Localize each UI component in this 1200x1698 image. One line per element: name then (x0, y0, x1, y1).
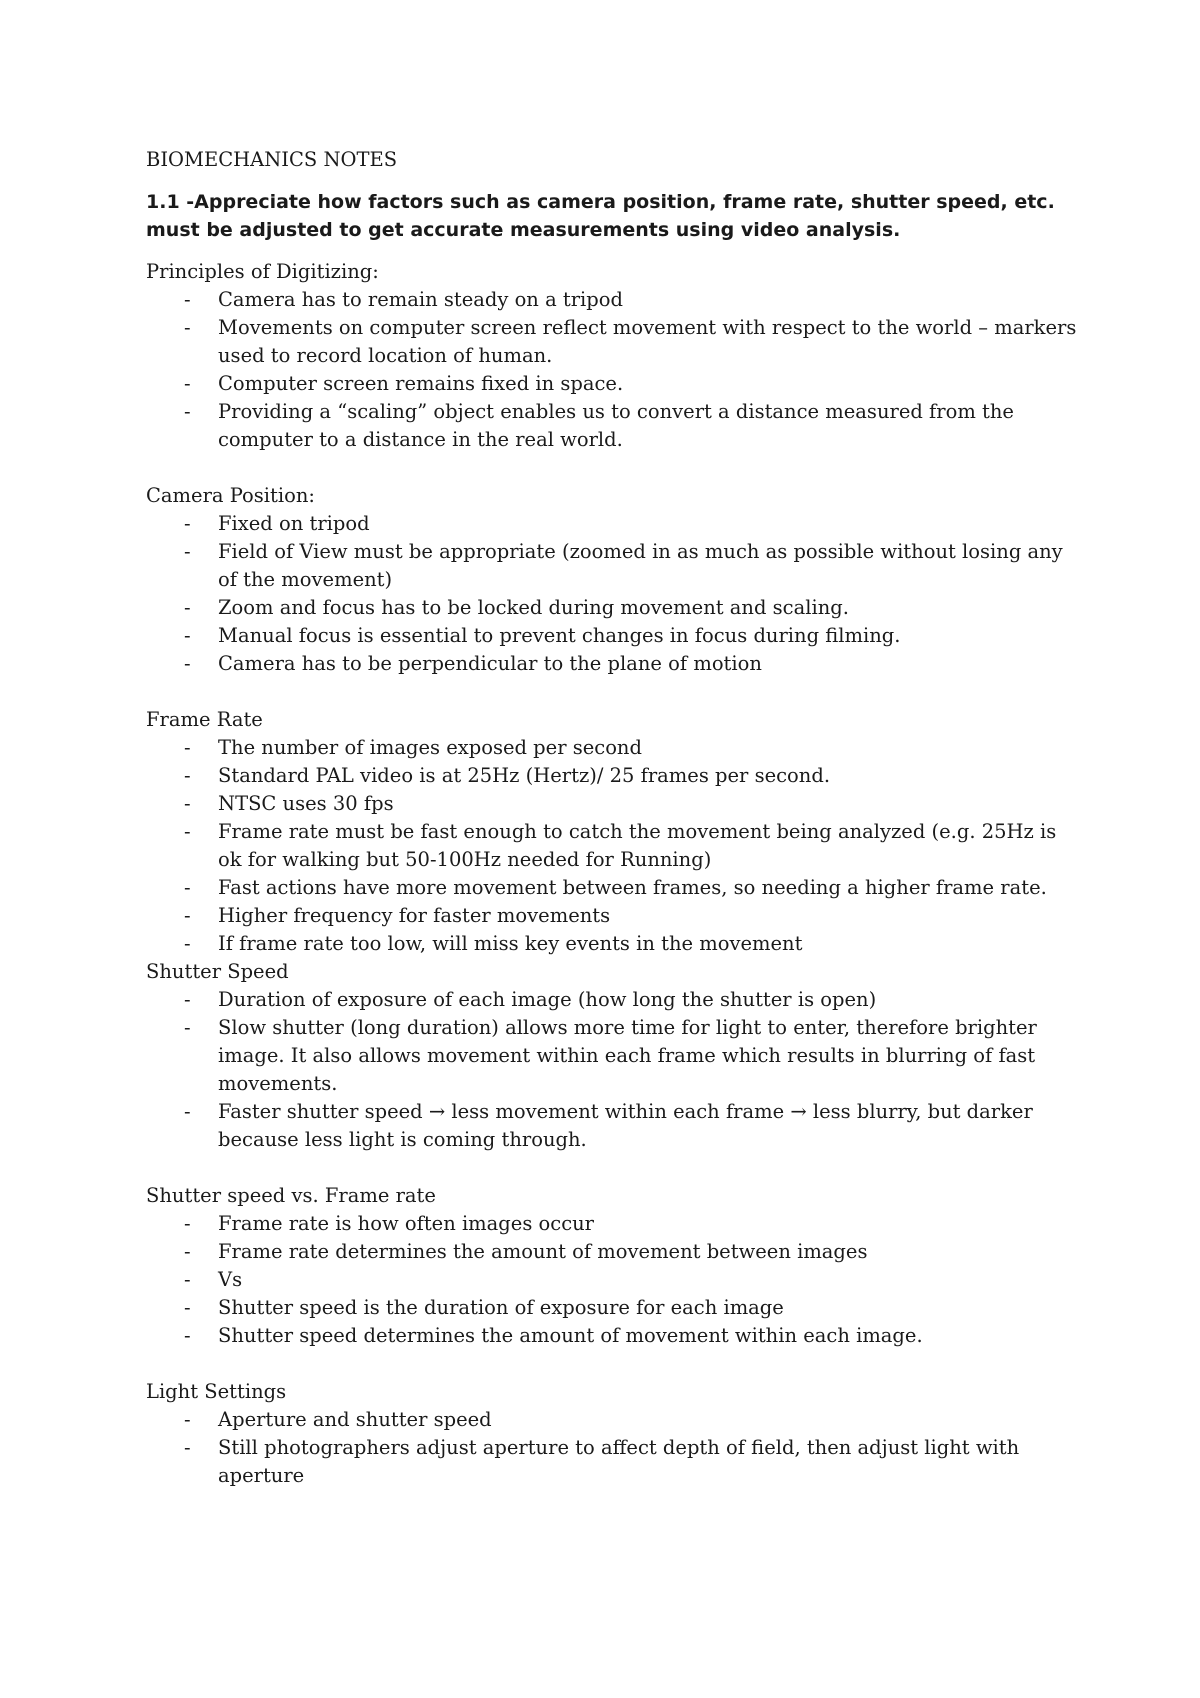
section-shutter-speed (146, 958, 1086, 1154)
list-item (146, 1322, 1086, 1350)
bullet-dash: - (184, 876, 191, 899)
learning-objective: 1.1 -Appreciate how factors such as camera position, frame rate, shutter speed, etc. must be adjusted to get accurate measurements using video analysis. (146, 191, 1055, 241)
bullet-dash: - (184, 988, 191, 1011)
document-title: BIOMECHANICS NOTES (146, 148, 398, 171)
section-principles-of-digitizing (146, 258, 1086, 454)
list-item-text: Still photographers adjust aperture to affect depth of field, then adjust light with aperture (218, 1436, 1020, 1487)
list-item (146, 650, 1086, 678)
list-item-text: Standard PAL video is at 25Hz (Hertz)/ 25 frames per second. (218, 764, 831, 787)
list-item-text: Computer screen remains fixed in space. (218, 372, 624, 395)
bullet-dash: - (184, 624, 191, 647)
bullet-dash: - (184, 652, 191, 675)
list-item (146, 1266, 1086, 1294)
list-item (146, 818, 1086, 874)
bullet-list (146, 510, 1086, 678)
bullet-list (146, 734, 1086, 958)
bullet-list (146, 286, 1086, 454)
list-item (146, 398, 1086, 454)
bullet-dash: - (184, 540, 191, 563)
bullet-dash: - (184, 736, 191, 759)
list-item (146, 622, 1086, 650)
list-item (146, 930, 1086, 958)
list-item-text: Camera has to be perpendicular to the plane of motion (218, 652, 762, 675)
bullet-dash: - (184, 1324, 191, 1347)
list-item-text: Camera has to remain steady on a tripod (218, 288, 623, 311)
list-item-text: If frame rate too low, will miss key events in the movement (218, 932, 803, 955)
list-item-text: Field of View must be appropriate (zoomed in as much as possible without losing any of the movement) (218, 540, 1063, 591)
bullet-dash: - (184, 1436, 191, 1459)
list-item-text: NTSC uses 30 fps (218, 792, 394, 815)
list-item (146, 1238, 1086, 1266)
bullet-dash: - (184, 596, 191, 619)
document-page (146, 146, 1086, 1490)
bullet-dash: - (184, 372, 191, 395)
section-camera-position (146, 482, 1086, 678)
section-light-settings (146, 1378, 1086, 1490)
list-item (146, 286, 1086, 314)
bullet-list (146, 1210, 1086, 1350)
list-item-text: Shutter speed is the duration of exposure for each image (218, 1296, 784, 1319)
list-item (146, 1210, 1086, 1238)
bullet-list (146, 986, 1086, 1154)
bullet-dash: - (184, 1100, 191, 1123)
bullet-dash: - (184, 792, 191, 815)
section-heading: Shutter speed vs. Frame rate (146, 1184, 436, 1207)
bullet-dash: - (184, 1016, 191, 1039)
list-item-text: Frame rate determines the amount of movement between images (218, 1240, 868, 1263)
list-item-text: Duration of exposure of each image (how long the shutter is open) (218, 988, 877, 1011)
list-item-text: Movements on computer screen reflect movement with respect to the world – markers used to record location of human. (218, 316, 1077, 367)
bullet-dash: - (184, 932, 191, 955)
list-item-text: Shutter speed determines the amount of movement within each image. (218, 1324, 923, 1347)
bullet-dash: - (184, 820, 191, 843)
list-item (146, 734, 1086, 762)
list-item (146, 538, 1086, 594)
list-item (146, 1434, 1086, 1490)
list-item (146, 902, 1086, 930)
list-item (146, 1406, 1086, 1434)
bullet-dash: - (184, 1296, 191, 1319)
list-item-text: Frame rate is how often images occur (218, 1212, 594, 1235)
bullet-dash: - (184, 1240, 191, 1263)
list-item-text: The number of images exposed per second (218, 736, 642, 759)
section-heading: Shutter Speed (146, 960, 289, 983)
list-item-text: Faster shutter speed → less movement within each frame → less blurry, but darker because less light is coming through. (218, 1100, 1033, 1151)
list-item-text: Aperture and shutter speed (218, 1408, 492, 1431)
list-item (146, 790, 1086, 818)
list-item (146, 594, 1086, 622)
list-item-text: Slow shutter (long duration) allows more time for light to enter, therefore brighter image. It also allows movement within each frame which results in blurring of fast movements. (218, 1016, 1037, 1095)
section-heading: Camera Position: (146, 484, 315, 507)
bullet-dash: - (184, 904, 191, 927)
section-heading: Principles of Digitizing: (146, 260, 379, 283)
list-item-text: Frame rate must be fast enough to catch the movement being analyzed (e.g. 25Hz is ok for walking but 50-100Hz needed for Running) (218, 820, 1057, 871)
list-item (146, 874, 1086, 902)
list-item (146, 1098, 1086, 1154)
section-frame-rate (146, 706, 1086, 958)
list-item (146, 762, 1086, 790)
list-item-text: Fixed on tripod (218, 512, 370, 535)
section-heading: Light Settings (146, 1380, 287, 1403)
section-shutter-vs-frame-rate (146, 1182, 1086, 1350)
list-item-text: Manual focus is essential to prevent changes in focus during filming. (218, 624, 901, 647)
list-item-text: Zoom and focus has to be locked during movement and scaling. (218, 596, 849, 619)
list-item (146, 370, 1086, 398)
bullet-dash: - (184, 764, 191, 787)
bullet-dash: - (184, 512, 191, 535)
bullet-dash: - (184, 1408, 191, 1431)
list-item (146, 1014, 1086, 1098)
bullet-dash: - (184, 288, 191, 311)
list-item-text: Providing a “scaling” object enables us to convert a distance measured from the computer to a distance in the real world. (218, 400, 1014, 451)
list-item-text: Vs (218, 1268, 243, 1291)
bullet-dash: - (184, 1268, 191, 1291)
bullet-list (146, 1406, 1086, 1490)
section-heading: Frame Rate (146, 708, 263, 731)
list-item (146, 986, 1086, 1014)
list-item-text: Fast actions have more movement between frames, so needing a higher frame rate. (218, 876, 1047, 899)
list-item (146, 510, 1086, 538)
list-item (146, 314, 1086, 370)
list-item (146, 1294, 1086, 1322)
bullet-dash: - (184, 316, 191, 339)
list-item-text: Higher frequency for faster movements (218, 904, 611, 927)
bullet-dash: - (184, 1212, 191, 1235)
bullet-dash: - (184, 400, 191, 423)
